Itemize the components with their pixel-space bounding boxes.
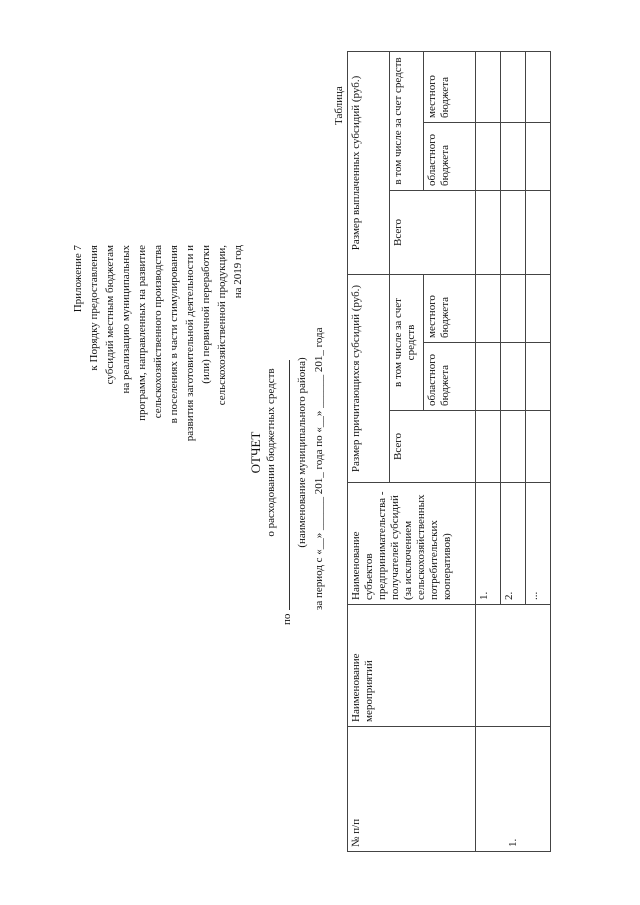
data-cell[interactable]	[501, 191, 526, 275]
appendix-line: программ, направленных на развитие	[136, 245, 148, 421]
header-paid-local: местного бюджета	[424, 51, 476, 122]
data-cell[interactable]	[501, 343, 526, 411]
data-cell[interactable]	[526, 275, 551, 343]
row-event-cell[interactable]	[476, 605, 551, 727]
data-cell[interactable]	[501, 51, 526, 122]
page-subtitle: о расходовании бюджетных средств	[265, 368, 277, 537]
header-paid-incl: в том числе за счет средств	[390, 51, 424, 190]
subrow-num: 2.	[501, 483, 526, 605]
data-cell[interactable]	[501, 411, 526, 483]
appendix-line: к Порядку предоставления	[88, 245, 100, 371]
appendix-line: сельскохозяйственного производства	[152, 245, 164, 419]
subrow-num: 1.	[476, 483, 501, 605]
header-due-incl: в том числе за счет средств	[390, 275, 424, 411]
header-paid-group: Размер выплаченных субсидий (руб.)	[348, 51, 390, 274]
district-blank[interactable]	[280, 360, 290, 610]
data-cell[interactable]	[526, 191, 551, 275]
data-cell[interactable]	[476, 411, 501, 483]
header-due-regional: областного бюджета	[424, 343, 476, 411]
data-cell[interactable]	[476, 51, 501, 122]
report-table	[347, 51, 551, 852]
page-title: ОТЧЕТ	[248, 431, 263, 474]
data-cell[interactable]	[476, 343, 501, 411]
data-cell[interactable]	[501, 123, 526, 191]
appendix-line: развития заготовительной деятельности и	[184, 245, 196, 442]
table-label: Таблица	[333, 86, 345, 125]
district-hint: (наименование муниципального района)	[296, 357, 308, 548]
data-cell[interactable]	[526, 51, 551, 122]
data-cell[interactable]	[476, 275, 501, 343]
district-line	[280, 360, 293, 625]
appendix-note	[70, 245, 246, 545]
data-cell[interactable]	[526, 411, 551, 483]
period-line: за период с «__» ______ 201_ года по «__» ______ 201_ года	[313, 327, 325, 610]
appendix-line: сельскохозяйственной продукции,	[216, 245, 228, 406]
data-cell[interactable]	[526, 123, 551, 191]
appendix-line: в поселениях в части стимулирования	[168, 245, 180, 424]
data-cell[interactable]	[476, 191, 501, 275]
header-due-group: Размер причитающихся субсидий (руб.)	[348, 275, 390, 483]
appendix-line: на реализацию муниципальных	[120, 245, 132, 394]
po-label: по	[281, 613, 293, 625]
header-event: Наименование мероприятий	[348, 605, 476, 727]
header-due-local: местного бюджета	[424, 275, 476, 343]
appendix-line: (или) первичной переработки	[200, 245, 212, 384]
data-cell[interactable]	[501, 275, 526, 343]
header-paid-regional: областного бюджета	[424, 123, 476, 191]
row-num: 1.	[476, 727, 551, 852]
appendix-line: на 2019 год	[232, 245, 244, 299]
subrow-num: ...	[526, 483, 551, 605]
appendix-line: Приложение 7	[72, 245, 84, 313]
appendix-line: субсидий местным бюджетам	[104, 245, 116, 385]
header-num: № п/п	[348, 727, 476, 852]
header-paid-total: Всего	[390, 191, 476, 275]
data-cell[interactable]	[476, 123, 501, 191]
header-due-total: Всего	[390, 411, 476, 483]
header-subject: Наименование субъектов предпринимательства - получателей субсидий (за исключением сельскохозяйственных потребительских кооперативов)	[348, 483, 476, 605]
data-cell[interactable]	[526, 343, 551, 411]
